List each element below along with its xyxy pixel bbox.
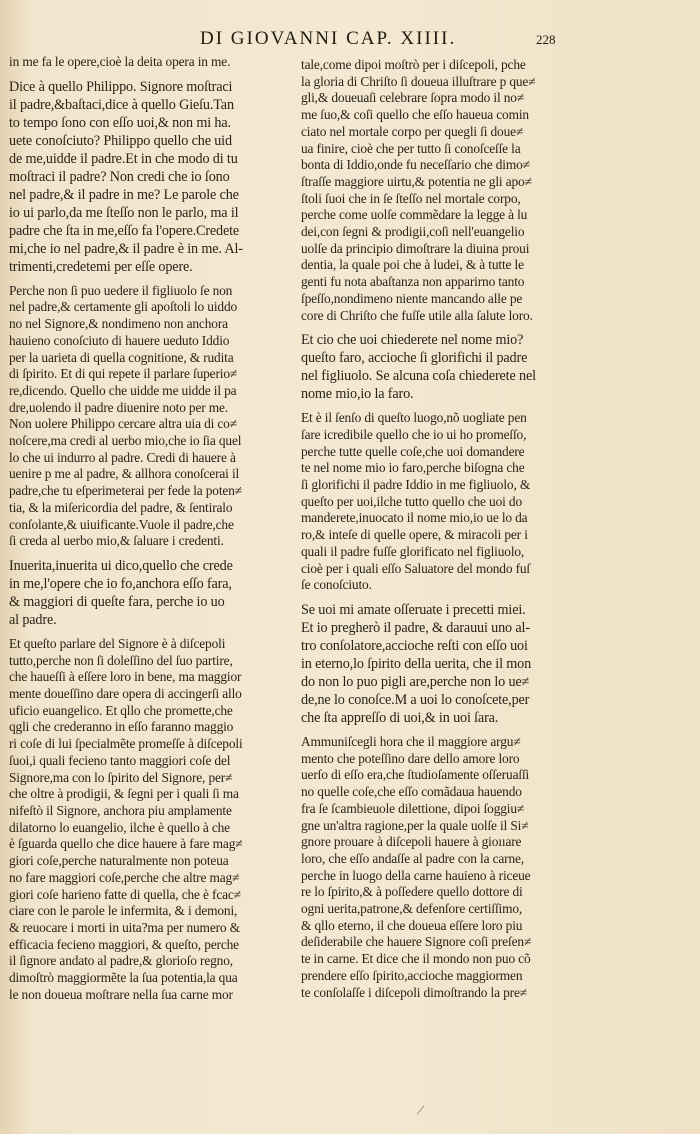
page-header [0,28,700,52]
text-line: nome mio,io la faro. [301,386,414,403]
text-paragraph [9,283,285,550]
text-line: nel padre,& il padre in me? Le parole che [9,186,239,203]
text-line: fra ſe ſcambieuole dilettione, dipoi ſoggiu≠ [301,800,525,816]
text-line: gne un'altra ragione,per la quale uolſe il Si≠ [301,817,529,833]
text-line: to tempo ſono con eſſo uoi,& non mi ha. [9,114,231,131]
text-line: ri coſe di lui ſpecialmẽte promeſſe à diſcepoli [9,736,243,752]
text-line: te in carne. Et dice che il mondo non puo cõ [301,951,531,967]
text-line: in eterno,lo ſpirito della uerita, che il mon [301,655,532,672]
text-line: che haueſſi à eſſere loro in bene, ma maggior [9,669,242,685]
text-line: dilatorno lo euangelio, ilche è quello à che [9,819,230,835]
text-line: uerſo di eſſo era,che ſtudioſamente oſſeruaſſi [301,767,530,783]
text-line: no nel Signore,& nondimeno non anchora [9,316,228,332]
text-paragraph [301,734,579,1001]
text-line: noſcere,ma credi al uerbo mio,che io ſia quel [9,433,242,449]
text-line: tro conſolatore,accioche reſti con eſſo uoi [301,637,528,654]
text-line: mente doueſſino dare opera di accingerſi allo [9,686,242,702]
text-line: Et io pregherò il padre, & darauui uno al- [301,619,530,636]
text-line: per la uarieta di quella cognitione, & rudita [9,349,234,365]
text-line: al padre. [9,611,57,628]
text-line: te nel nome mio io faro,perche biſogna che [301,460,525,476]
text-line: Signore,ma con lo ſpirito del Signore, per≠ [9,769,233,785]
text-paragraph [9,54,285,71]
text-line: deſiderabile che hauere Signore coſi preſen≠ [301,934,532,950]
text-line: dentia, la quale poi che à ludei, & à tutte le [301,257,524,273]
text-line: ſuoi,i quali fecieno tanto maggiori coſe del [9,752,231,768]
ink-speck: / [415,1101,426,1120]
text-line: re lo ſpirito,& à poſſedere quello dottore di [301,884,523,900]
text-line: Et queſto parlare del Signore è à diſcepoli [9,635,226,651]
text-line: ciato nel mortale corpo per quegli ſi doue≠ [301,123,524,139]
text-line: di ſpirito. Et di qui repete il parlare ſuperio≠ [9,366,238,382]
text-line: loro, che eſſo andaſſe al padre con la carne, [301,850,525,866]
text-line: nel figliuolo. Se alcuna coſa chiederete nel [301,368,536,385]
text-line: & qllo eterno, il che doueua eſſere loro piu [301,917,523,933]
text-line: core di Chriſto che fuſſe utile alla ſalute loro. [301,307,533,323]
text-line: mi,che io nel padre,& il padre è in me. Al- [9,240,243,257]
text-line: ogni uerita,patrone,& defenſore certiſſimo, [301,901,523,917]
text-line: me ſuo,& coſi quello che eſſo haueua comin [301,107,529,123]
text-paragraph [301,601,579,727]
text-line: perche come uolſe commẽdare la legge à lu [301,207,528,223]
text-line: uete conoſciuto? Philippo quello che uid [9,132,232,149]
text-line: io ui parlo,da me ſteſſo non le parlo, ma il [9,204,239,221]
text-line: hauieno conoſciuto di hauere ueduto Iddio [9,332,230,348]
text-line: ciare con le parole le infermita, & i demoni, [9,903,238,919]
text-line: ua finire, cioè che per tutto ſi conoſceſſe la [301,140,521,156]
text-paragraph [301,57,579,324]
text-line: queſto faro, accioche ſi glorifichi il padre [301,350,528,367]
text-line: ſi creda al uerbo mio,& ſaluare i credenti. [9,533,224,549]
text-line: no fare maggiori coſe,perche che altre mag≠ [9,869,240,885]
text-line: perche tutte quelle coſe,che uoi domandere [301,443,525,459]
text-line: uficio euangelico. Et qllo che promette,che [9,702,233,718]
text-line: tia, & la miſericordia del padre, & ſentiralo [9,499,233,515]
text-paragraph [301,331,579,403]
text-line: perche in luogo della carne hauieno à riceue [301,867,531,883]
text-line: giori coſe,perche naturalmente non poteua [9,853,229,869]
text-line: efficacia fecieno maggiori, & queſto, perche [9,936,239,952]
text-paragraph [9,557,285,629]
text-line: dre,uolendo il padre diuenire noto per me. [9,399,229,415]
text-line: ſi glorifichi il padre Iddio in me figliuolo, & [301,477,531,493]
text-line: il padre,&baſtaci,dice à quello Gieſu.Tan [9,96,234,113]
text-line: de me,uidde il padre.Et in che modo di tu [9,150,238,167]
text-line: uolſe da principio dimoſtrare la diuina proui [301,240,530,256]
running-head: DI GIOVANNI CAP. XIIII. [200,28,457,49]
text-line: che oltre à prodigii, & ſegni per i quali ſi ma [9,786,239,802]
right-text-column [301,57,579,1008]
text-line: gnore prouare à diſcepoli hauere à gioııare [301,834,522,850]
text-line: uenire p me al padre, & allhora conoſcerai il [9,466,240,482]
text-line: Se uoi mi amate oſſeruate i precetti miei. [301,601,526,618]
text-line: ro,& inteſe di quelle opere, & miracoli per i [301,527,528,543]
text-line: giori coſe harieno fatte di quella, che è fcac≠ [9,886,241,902]
text-line: in me,l'opere che io fo,anchora eſſo fara, [9,575,232,592]
text-line: & maggiori di queſte fara, perche io uo [9,593,225,610]
text-line: Perche non ſi puo uedere il figliuolo ſe non [9,282,233,298]
text-line: lo che ui indurro al padre. Credi di hauere à [9,449,236,465]
text-line: è ſguarda quello che dice hauere à fare mag≠ [9,836,243,852]
text-line: Et è il ſenſo di queſto luogo,nõ uogliate pen [301,410,527,426]
page-number: 228 [536,32,556,47]
text-line: no quelle coſe,che eſſo comãdaua hauendo [301,784,522,800]
text-line: il ſignore andato al padre,& glorioſo regno, [9,953,233,969]
text-line: te conſolaſſe i diſcepoli dimoſtrando la pre≠ [301,984,527,1000]
text-line: ſtraſſe maggiore uirtu,& potentia ne gli apo≠ [301,173,532,189]
text-line: cioè per i quali eſſo Saluatore del mondo fuſ [301,560,531,576]
left-text-column [9,54,285,1010]
text-line: la gloria di Chriſto ſi doueua illuſtrare p que≠ [301,73,536,89]
text-line: ſe conoſciuto. [301,577,372,593]
text-line: moſtraci il padre? Non credi che io ſono [9,168,230,185]
text-paragraph [9,78,285,276]
text-line: in me fa le opere,cioè la deita opera in me. [9,54,231,69]
text-line: queſto per uoi,ilche tutto quello che uoi do [301,493,522,509]
text-line: quali il padre fuſſe glorificato nel figliuolo, [301,543,525,559]
text-line: nifeſtò il Signore, anchora piu amplamente [9,802,232,818]
text-line: Ammuniſcegli hora che il maggiore argu≠ [301,733,521,749]
text-line: conſolante,& uiuificante.Vuole il padre,che [9,516,234,532]
text-line: ſtoli ſuoi che in ſe ſteſſo nel mortale corpo, [301,190,521,206]
text-line: & reuocare i morti in uita?ma per numero & [9,919,240,935]
text-line: tutto,perche non ſi doleſſino del ſuo partire, [9,652,233,668]
text-line: re,dicendo. Quello che uidde me uidde il pa [9,382,237,398]
text-line: do non lo puo pigli are,perche non lo ue≠ [301,673,530,690]
text-line: mento che poteſſino dare dello amore loro [301,750,520,766]
text-line: trimenti,credetemi per eſſe opere. [9,258,193,275]
text-line: genti fu nota abaſtanza non apparirno tanto [301,274,525,290]
text-line: le non doueua moſtrare nella ſua carne mor [9,986,233,1002]
text-paragraph [9,636,285,1003]
text-line: tale,come dipoi moſtrò per i diſcepoli, pche [301,57,526,72]
text-line: gli,& doueuaſi celebrare ſopra modo il no≠ [301,90,525,106]
text-line: prendere eſſo ſpirito,accioche maggiormen [301,967,523,983]
text-line: padre,che tu eſperimeterai per fede la poten≠ [9,483,242,499]
text-line: ſpeſſo,nondimeno niente mancando alle pe [301,290,523,306]
text-line: che ſta appreſſo di uoi,& in uoi ſara. [301,709,499,726]
text-line: de,ne lo conoſce.M a uoi lo conoſcete,per [301,691,530,708]
text-line: nel padre,& certamente gli apoſtoli lo uiddo [9,299,238,315]
text-line: qgli che crederanno in eſſo faranno maggio [9,719,234,735]
text-line: Inuerita,inuerita ui dico,quello che crede [9,557,233,574]
text-line: ſare icredibile quello che io ui ho promeſſo, [301,426,527,442]
text-line: dimoſtrò maggiormẽte la ſua potentia,la qua [9,970,238,986]
text-line: Non uolere Philippo cercare altra uia di co≠ [9,416,237,432]
text-line: padre che ſta in me,eſſo fa l'opere.Credete [9,222,240,239]
text-line: bonta di Iddio,onde fu neceſſario che dimo≠ [301,157,530,173]
text-paragraph [301,410,579,594]
text-line: dei,con ſegni & prodigii,coſi nell'euangelio [301,224,525,240]
text-line: manderete,inuocato il nome mio,io ue lo da [301,510,528,526]
text-line: Et cio che uoi chiederete nel nome mio? [301,332,524,349]
text-line: Dice à quello Philippo. Signore moſtraci [9,78,233,95]
